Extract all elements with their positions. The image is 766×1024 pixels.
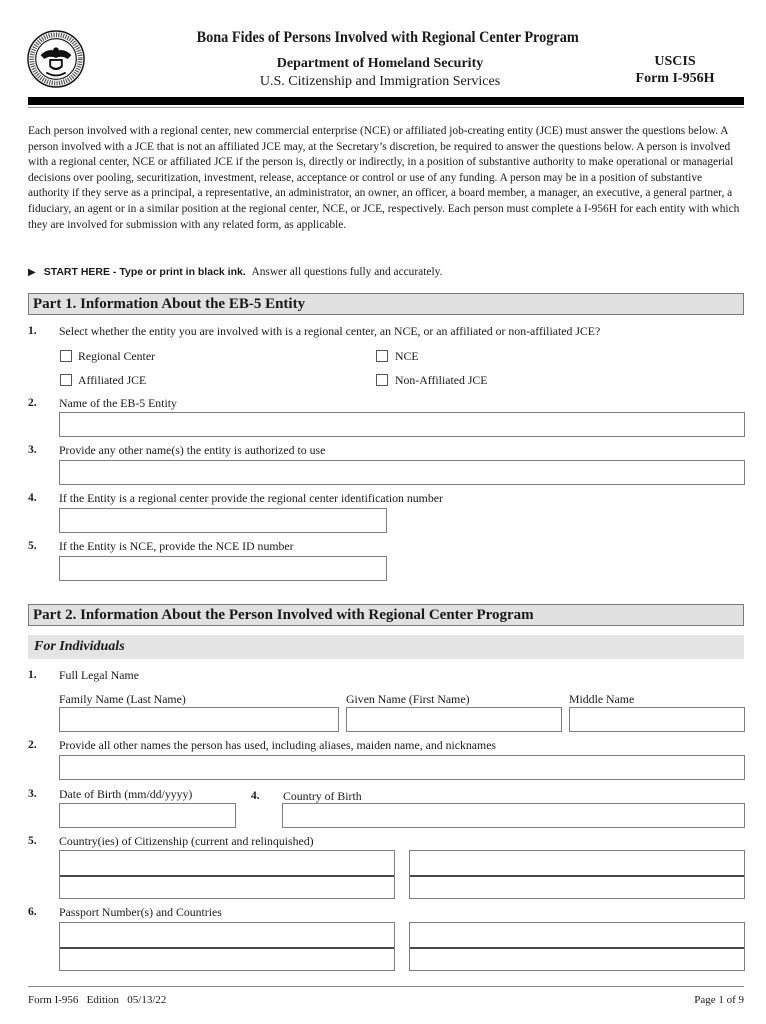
label-affiliated-jce: Affiliated JCE — [78, 373, 147, 387]
part2-header: Part 2. Information About the Person Involved with Regional Center Program — [28, 604, 744, 626]
p2-q1-number: 1. — [28, 669, 37, 681]
p1-q3-text: Provide any other name(s) the entity is authorized to use — [59, 443, 326, 457]
for-individuals-header: For Individuals — [28, 635, 744, 659]
page-number: Page 1 of 9 — [694, 994, 744, 1006]
part1-header: Part 1. Information About the EB-5 Entity — [28, 293, 744, 315]
p2-q3-text: Date of Birth (mm/dd/yyyy) — [59, 787, 193, 801]
citizenship-field-left[interactable] — [59, 850, 395, 899]
entity-name-field[interactable] — [59, 412, 745, 437]
agency-short: USCIS — [654, 54, 696, 69]
passport-input-2[interactable] — [60, 949, 394, 971]
p2-q5-text: Country(ies) of Citizenship (current and relinquished) — [59, 834, 314, 848]
family-name-field[interactable] — [59, 707, 339, 732]
given-name-label: Given Name (First Name) — [346, 692, 470, 706]
p1-q1-text: Select whether the entity you are involved with is a regional center, an NCE, or an affiliated or non-affiliated JCE? — [59, 324, 601, 338]
start-bold: START HERE - Type or print in black ink. — [43, 266, 246, 278]
p1-q1-number: 1. — [28, 325, 37, 337]
checkbox-affiliated-jce[interactable] — [60, 374, 72, 386]
p2-q3-number: 3. — [28, 788, 37, 800]
middle-name-field[interactable] — [569, 707, 745, 732]
p1-q3-number: 3. — [28, 444, 37, 456]
given-name-field[interactable] — [346, 707, 562, 732]
checkbox-nce[interactable] — [376, 350, 388, 362]
other-names-input[interactable] — [60, 461, 744, 484]
country-of-birth-input[interactable] — [283, 804, 744, 827]
header-rule-thick — [28, 97, 744, 105]
p1-q5-text: If the Entity is NCE, provide the NCE ID number — [59, 539, 294, 553]
p1-q5-number: 5. — [28, 540, 37, 552]
p1-q2-text: Name of the EB-5 Entity — [59, 396, 177, 410]
date-of-birth-field[interactable] — [59, 803, 236, 828]
passport-field-right[interactable] — [409, 922, 745, 971]
start-rest: Answer all questions fully and accurately. — [251, 266, 443, 278]
p1-q2-number: 2. — [28, 397, 37, 409]
p1-q4-number: 4. — [28, 492, 37, 504]
citizenship-input-4[interactable] — [410, 877, 744, 899]
passport-input-4[interactable] — [410, 949, 744, 971]
other-person-names-field[interactable] — [59, 755, 745, 780]
label-non-affiliated-jce: Non-Affiliated JCE — [395, 373, 488, 387]
citizenship-field-right[interactable] — [409, 850, 745, 899]
middle-name-label: Middle Name — [569, 692, 635, 706]
other-names-field[interactable] — [59, 460, 745, 485]
passport-field-left[interactable] — [59, 922, 395, 971]
p2-q2-number: 2. — [28, 739, 37, 751]
p2-q1-text: Full Legal Name — [59, 668, 139, 682]
intro-paragraph: Each person involved with a regional center, new commercial enterprise (NCE) or affiliated job-creating entity (JCE) must answer the questions below. A person involved with a JCE that is not an affiliated JCE may, at the Secretary’s discretion, be required to answer the questions below. A person is involved with a regional center, NCE or affiliated JCE if the person is, directly or indirectly, in a position of substantive authority to make operational or managerial decisions over pooling, securitization, investment, release, acceptance or control or use of any funding. A person may be in a position of substantive authority if they serve as a principal, a representative, an administrator, an owner, an officer, a board member, a manager, an executive, a general partner, a fiduciary, an agent or in a similar position at the regional center, NCE, or JCE, respectively. Each person must complete a I-956H for each entity with which they are involved for submission with any related form, as applicable. — [28, 125, 740, 231]
header-rule-thin — [28, 107, 744, 108]
country-of-birth-field[interactable] — [282, 803, 745, 828]
department-name: Department of Homeland Security — [276, 56, 484, 71]
label-regional-center: Regional Center — [78, 349, 155, 363]
form-number: Form I-956H — [635, 71, 715, 86]
p2-q4-text: Country of Birth — [283, 789, 362, 803]
play-arrow-icon: ▶ — [28, 267, 36, 278]
nce-id-field[interactable] — [59, 556, 387, 581]
start-instructions — [28, 266, 746, 278]
family-name-label: Family Name (Last Name) — [59, 692, 186, 706]
p2-q5-number: 5. — [28, 835, 37, 847]
passport-input-1[interactable] — [60, 923, 394, 947]
given-name-input[interactable] — [347, 708, 561, 731]
form-edition: Form I-956 Edition 05/13/22 — [28, 994, 167, 1006]
p2-q6-number: 6. — [28, 906, 37, 918]
other-person-names-input[interactable] — [60, 756, 744, 779]
regional-center-id-field[interactable] — [59, 508, 387, 533]
p2-q4-number: 4. — [251, 790, 260, 802]
citizenship-input-2[interactable] — [60, 877, 394, 899]
p1-q4-text: If the Entity is a regional center provide the regional center identification number — [59, 491, 443, 505]
p2-q6-text: Passport Number(s) and Countries — [59, 905, 222, 919]
nce-id-input[interactable] — [60, 557, 386, 580]
form-title: Bona Fides of Persons Involved with Regional Center Program — [196, 29, 580, 46]
checkbox-non-affiliated-jce[interactable] — [376, 374, 388, 386]
agency-name: U.S. Citizenship and Immigration Services — [259, 74, 501, 89]
regional-center-id-input[interactable] — [60, 509, 386, 532]
form-identifier — [620, 53, 730, 87]
date-of-birth-input[interactable] — [60, 804, 235, 827]
middle-name-input[interactable] — [570, 708, 744, 731]
label-nce: NCE — [395, 349, 419, 363]
passport-input-3[interactable] — [410, 923, 744, 947]
footer-rule — [28, 986, 744, 987]
citizenship-input-3[interactable] — [410, 851, 744, 875]
citizenship-input-1[interactable] — [60, 851, 394, 875]
p2-q2-text: Provide all other names the person has used, including aliases, maiden name, and nicknames — [59, 738, 497, 752]
checkbox-regional-center[interactable] — [60, 350, 72, 362]
entity-name-input[interactable] — [60, 413, 744, 436]
family-name-input[interactable] — [60, 708, 338, 731]
